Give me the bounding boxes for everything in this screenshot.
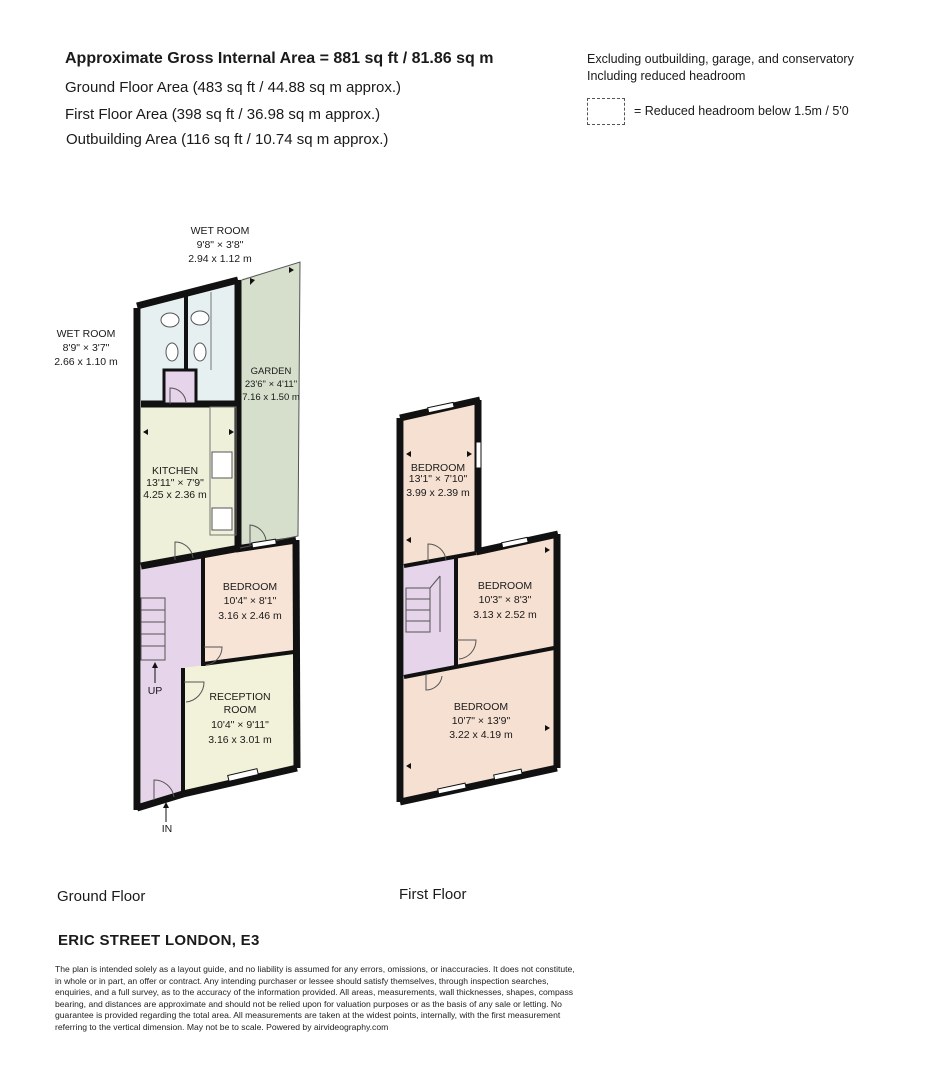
reception-name-line2: ROOM: [223, 704, 257, 716]
reception-name-line1: RECEPTION: [209, 691, 271, 703]
kitchen-imperial: 13'11" × 7'9": [146, 477, 204, 489]
first-floor-area: First Floor Area (398 sq ft / 36.98 sq m approx.): [65, 106, 381, 123]
basin-left: [161, 313, 179, 327]
first-floor-label: First Floor: [399, 886, 467, 903]
wet-room-left-imperial: 8'9" × 3'7": [62, 342, 110, 354]
first-bedroom-2-imperial: 10'3" × 8'3": [478, 594, 532, 606]
window-first-bed1-side: [476, 442, 481, 468]
garden-name: GARDEN: [250, 366, 292, 377]
kitchen-hob: [212, 508, 232, 530]
ground-bedroom-name: BEDROOM: [222, 581, 278, 593]
toilet-left: [166, 343, 178, 361]
kitchen-sink: [212, 452, 232, 478]
wet-room-left-name: WET ROOM: [56, 328, 116, 340]
first-bedroom-1-area: [404, 404, 476, 566]
including-note: Including reduced headroom: [587, 69, 746, 83]
first-bedroom-3-imperial: 10'7" × 13'9": [451, 715, 511, 727]
ground-floor-area: Ground Floor Area (483 sq ft / 44.88 sq m approx.): [65, 79, 402, 96]
gross-area-title: Approximate Gross Internal Area = 881 sq ft / 81.86 sq m: [65, 50, 494, 67]
garden-imperial: 23'6" × 4'11": [244, 379, 298, 390]
garden-metric: 7.16 x 1.50 m: [242, 392, 300, 403]
basin-right: [191, 311, 209, 325]
wet-room-top-name: WET ROOM: [190, 225, 250, 237]
wet-room-top-imperial: 9'8" × 3'8": [196, 239, 244, 251]
first-bedroom-1-metric: 3.99 x 2.39 m: [406, 487, 470, 499]
reception-metric: 3.16 x 3.01 m: [208, 734, 272, 746]
excluding-note: Excluding outbuilding, garage, and conservatory: [587, 52, 854, 66]
wc-cubicle: [164, 370, 196, 404]
toilet-right: [194, 343, 206, 361]
property-address: ERIC STREET LONDON, E3: [58, 932, 260, 949]
first-bedroom-2-metric: 3.13 x 2.52 m: [473, 609, 537, 621]
outbuilding-area: Outbuilding Area (116 sq ft / 10.74 sq m approx.): [66, 131, 389, 148]
legend-text: = Reduced headroom below 1.5m / 5'0: [634, 104, 849, 118]
first-bedroom-1-imperial: 13'1" × 7'10": [408, 473, 468, 485]
first-bedroom-3-metric: 3.22 x 4.19 m: [449, 729, 513, 741]
ground-bedroom-metric: 3.16 x 2.46 m: [218, 610, 282, 622]
first-bedroom-2-name: BEDROOM: [477, 580, 533, 592]
ground-floor-label: Ground Floor: [57, 888, 146, 905]
ground-bedroom-imperial: 10'4" × 8'1": [223, 595, 277, 607]
first-bedroom-1-name: BEDROOM: [410, 462, 466, 474]
reception-imperial: 10'4" × 9'11": [211, 719, 269, 731]
disclaimer-text: The plan is intended solely as a layout guide, and no liability is assumed for any errors, omissions, or inaccuracies. It does not constitute, in whole or in part, an offer or contract. Any intending purchaser or lessee should satisfy themselves, through inspection searches, enquiries, and a full survey, as to the accuracy of the information provided. All areas, measurements, wall thicknesses, shapes, compass bearing, and distances are approximate and should not be relied upon for valuation purposes or as the basis of any sale or letting. No guarantee is provided regarding the total area. All measurements are taken at the widest points, internally, with the first measurement referring to the vertical dimension. May not be to scale. Powered by airvideography.com: [55, 964, 575, 1032]
wet-room-left-metric: 2.66 x 1.10 m: [54, 356, 118, 368]
ground-wall-right: [296, 540, 297, 768]
kitchen-name: KITCHEN: [151, 465, 199, 477]
wet-room-top-metric: 2.94 x 1.12 m: [188, 253, 252, 265]
kitchen-metric: 4.25 x 2.36 m: [143, 489, 207, 501]
in-label: IN: [161, 823, 173, 835]
first-bedroom-3-name: BEDROOM: [453, 701, 509, 713]
up-label: UP: [147, 685, 163, 697]
garden-area: [238, 262, 300, 548]
